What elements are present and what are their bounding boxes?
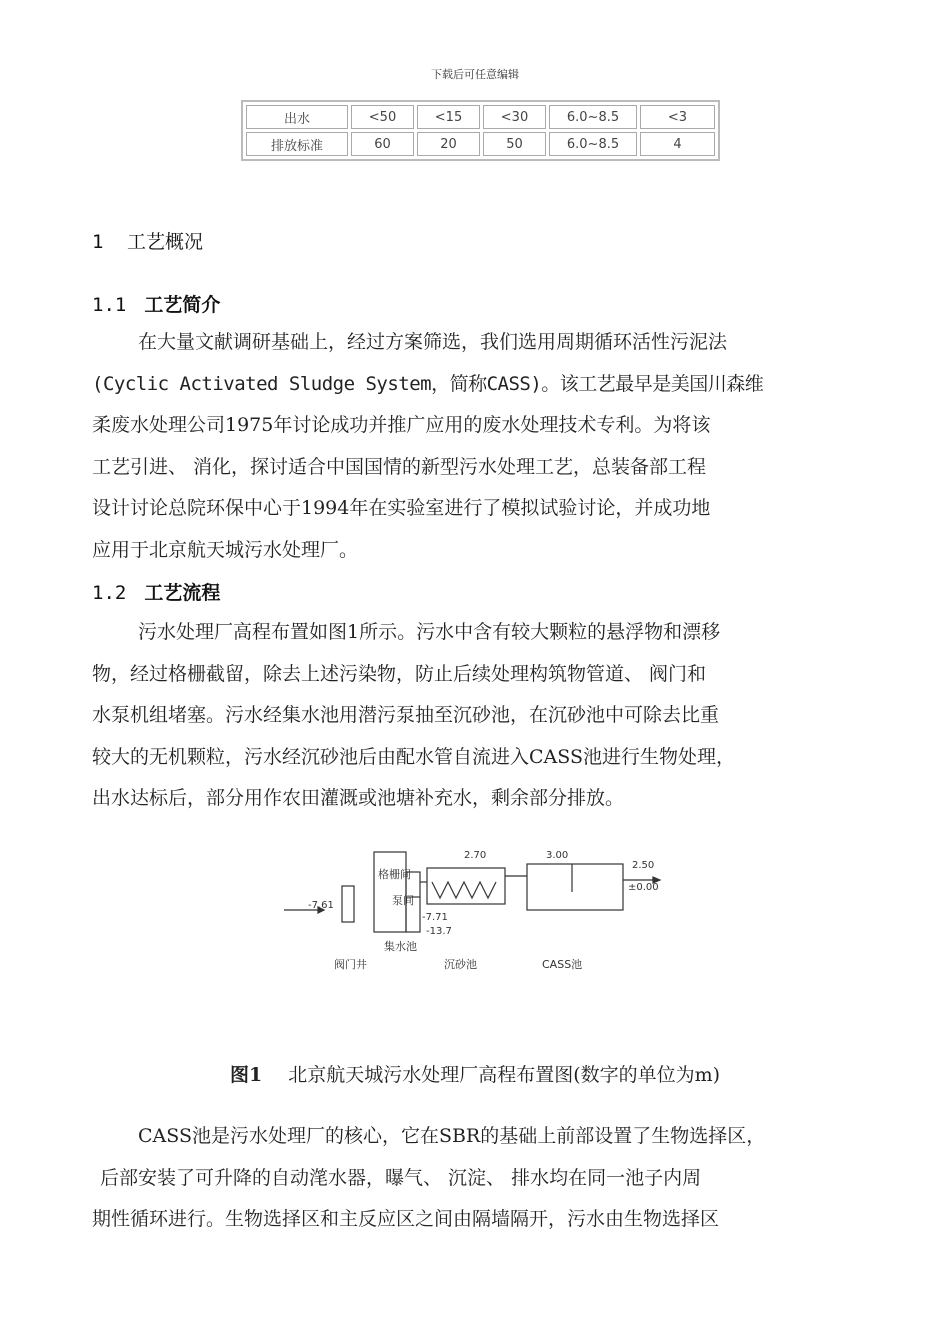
table-cell: <15 [417,105,480,129]
paragraph-line: 在大量文献调研基础上，经过方案筛选，我们选用周期循环活性污泥法 [138,331,728,353]
paragraph-intro [92,322,872,571]
hopper-bottoms [432,882,496,898]
table-cell: <50 [351,105,414,129]
valve-well-label: 阀门井 [334,958,367,971]
paragraph-line: 柔废水处理公司1975年讨论成功并推广应用的废水处理技术专利。为将该 [92,414,711,436]
section-number: 1.1 [92,294,127,316]
table-row [246,132,715,156]
elevation-label: -7.61 [308,900,334,911]
paragraph-line: 期性循环进行。生物选择区和主反应区之间由隔墙隔开，污水由生物选择区 [92,1208,720,1230]
table-cell: <30 [483,105,546,129]
table-cell: 6.0~8.5 [549,132,637,156]
paragraph-line: 物，经过格栅截留，除去上述污染物，防止后续处理构筑物管道、 阀门和 [92,662,707,685]
water-quality-table [241,100,720,161]
section-number: 1 [92,231,103,253]
sump-label: 集水池 [384,940,417,953]
section-number: 1.2 [92,582,127,604]
elevation-label: ±0.00 [628,882,659,893]
table-cell: <3 [640,105,715,129]
elevation-label: 2.70 [464,850,487,861]
elevation-label: 3.00 [546,850,569,861]
paragraph-line: 工艺引进、 消化，探讨适合中国国情的新型污水处理工艺，总装备部工程 [92,455,707,478]
valve-well-shape [342,886,354,922]
table-cell: 出水 [246,105,348,129]
paragraph-line: 出水达标后，部分用作农田灌溉或池塘补充水，剩余部分排放。 [92,787,625,809]
paragraph-line: 污水处理厂高程布置如图1所示。污水中含有较大颗粒的悬浮物和漂移 [138,621,721,643]
elevation-diagram [282,842,662,982]
figure-caption-label: 图1 [229,1064,263,1086]
paragraph-cass [92,1116,872,1241]
paragraph-line: CASS池是污水处理厂的核心，它在SBR的基础上前部设置了生物选择区， [138,1125,766,1147]
figure-caption-text: 北京航天城污水处理厂高程布置图(数字的单位为m) [288,1064,721,1086]
paragraph-line: (Cyclic Activated Sludge System，简称CASS)。该工艺最早是美国川森维 [92,372,764,395]
section-title: 工艺概况 [126,231,203,253]
pump-label: 泵间 [392,894,414,907]
section-heading-1-2 [92,578,220,605]
section-heading-1 [92,227,203,254]
table-cell: 排放标准 [246,132,348,156]
section-heading-1-1 [92,290,220,317]
paragraph-process [92,612,872,820]
grille-label: 格栅间 [378,868,411,881]
elevation-label: 2.50 [632,860,655,871]
grit-chamber-label: 沉砂池 [444,958,477,971]
section-title: 工艺简介 [144,294,221,316]
cass-tank-label: CASS池 [542,958,583,971]
table-cell: 50 [483,132,546,156]
figure-caption [0,1060,950,1087]
paragraph-line: 较大的无机颗粒，污水经沉砂池后由配水管自流进入CASS池进行生物处理， [92,745,735,768]
table-cell: 6.0~8.5 [549,105,637,129]
paragraph-line: 水泵机组堵塞。污水经集水池用潜污泵抽至沉砂池，在沉砂池中可除去比重 [92,704,720,726]
elevation-label: -7.71 [422,912,448,923]
table-cell: 4 [640,132,715,156]
elevation-label: -13.7 [426,926,452,937]
section-title: 工艺流程 [144,582,221,604]
table-row [246,105,715,129]
table-cell: 60 [351,132,414,156]
paragraph-line: 应用于北京航天城污水处理厂。 [92,538,359,561]
table-cell: 20 [417,132,480,156]
paragraph-line: 设计讨论总院环保中心于1994年在实验室进行了模拟试验讨论，并成功地 [92,497,711,519]
grille-room-shape [374,852,406,932]
page-header-note: 下载后可任意编辑 [431,68,519,81]
cass-tank-shape [527,864,623,910]
paragraph-line: 后部安装了可升降的自动滗水器，曝气、 沉淀、 排水均在同一池子内周 [100,1166,702,1189]
